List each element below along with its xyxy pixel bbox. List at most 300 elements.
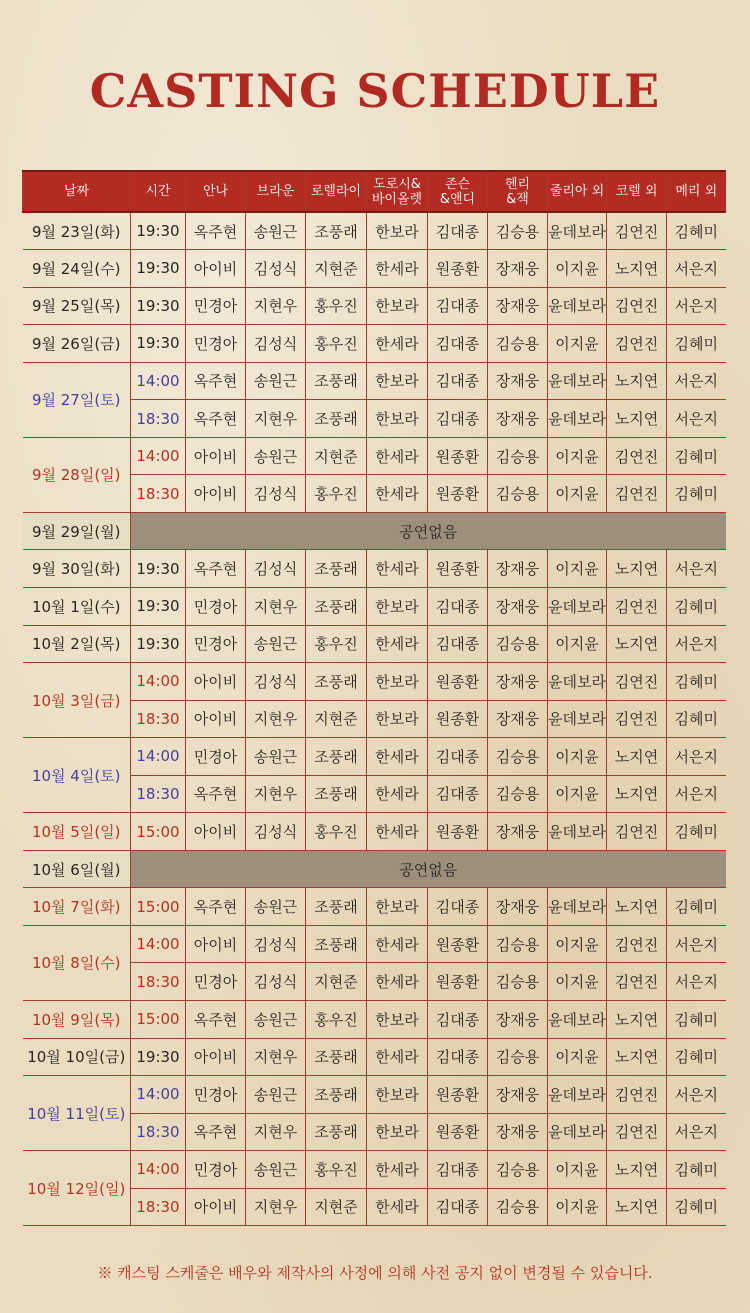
time-cell: 18:30 [131,775,186,813]
cast-cell: 김연진 [607,475,667,513]
schedule-row [23,250,726,288]
schedule-row [23,1076,726,1114]
date-cell: 9월 27일(토) [23,362,131,437]
time-cell: 19:30 [131,250,186,288]
cast-cell: 지현우 [246,1188,306,1226]
time-cell: 15:00 [131,1000,186,1038]
cast-cell: 지현준 [306,700,367,738]
cast-cell: 김대종 [428,587,488,625]
cast-cell: 조풍래 [306,738,367,776]
cast-cell: 지현우 [246,1113,306,1151]
cast-cell: 김성식 [246,550,306,588]
cast-cell: 한보라 [367,1076,428,1114]
column-header: 시간 [131,171,186,212]
cast-cell: 김혜미 [667,475,726,513]
cast-cell: 노지연 [607,1000,667,1038]
date-cell: 10월 10일(금) [23,1038,131,1076]
cast-cell: 김대종 [428,287,488,325]
time-cell: 19:30 [131,587,186,625]
cast-cell: 조풍래 [306,212,367,250]
cast-cell: 장재웅 [488,587,548,625]
date-cell: 10월 7일(화) [23,888,131,926]
cast-cell: 장재웅 [488,1076,548,1114]
time-cell: 19:30 [131,625,186,663]
cast-cell: 아이비 [186,1188,246,1226]
cast-cell: 김혜미 [667,212,726,250]
cast-cell: 장재웅 [488,550,548,588]
cast-cell: 이지윤 [548,775,607,813]
cast-cell: 장재웅 [488,250,548,288]
cast-cell: 이지윤 [548,475,607,513]
cast-cell: 노지연 [607,362,667,400]
cast-cell: 송원근 [246,437,306,475]
cast-cell: 옥주현 [186,1000,246,1038]
date-cell: 10월 11일(토) [23,1076,131,1151]
cast-cell: 이지윤 [548,250,607,288]
cast-cell: 송원근 [246,1151,306,1189]
cast-cell: 김혜미 [667,1151,726,1189]
time-cell: 15:00 [131,888,186,926]
column-header: 브라운 [246,171,306,212]
cast-cell: 김연진 [607,700,667,738]
cast-cell: 김연진 [607,587,667,625]
cast-cell: 한세라 [367,1151,428,1189]
cast-cell: 이지윤 [548,550,607,588]
cast-cell: 장재웅 [488,362,548,400]
cast-cell: 노지연 [607,625,667,663]
schedule-row [23,925,726,963]
casting-schedule-table [22,170,726,1226]
time-cell: 14:00 [131,1076,186,1114]
cast-cell: 김승용 [488,475,548,513]
cast-cell: 김승용 [488,925,548,963]
cast-cell: 장재웅 [488,1000,548,1038]
cast-cell: 김혜미 [667,1000,726,1038]
cast-cell: 서은지 [667,550,726,588]
cast-cell: 아이비 [186,250,246,288]
cast-cell: 원종환 [428,1076,488,1114]
cast-cell: 윤데보라 [548,362,607,400]
schedule-row [23,212,726,250]
time-cell: 19:30 [131,212,186,250]
cast-cell: 지현우 [246,400,306,438]
cast-cell: 한세라 [367,250,428,288]
time-cell: 14:00 [131,663,186,701]
cast-cell: 윤데보라 [548,813,607,851]
schedule-row [23,550,726,588]
cast-cell: 김대종 [428,325,488,363]
cast-cell: 민경아 [186,325,246,363]
schedule-row [23,625,726,663]
cast-cell: 조풍래 [306,775,367,813]
cast-cell: 옥주현 [186,362,246,400]
column-header: 존슨 &앤디 [428,171,488,212]
cast-cell: 원종환 [428,550,488,588]
cast-cell: 이지윤 [548,437,607,475]
time-cell: 14:00 [131,437,186,475]
cast-cell: 조풍래 [306,587,367,625]
cast-cell: 이지윤 [548,1151,607,1189]
cast-cell: 한세라 [367,1188,428,1226]
cast-cell: 김승용 [488,1151,548,1189]
date-cell: 10월 2일(목) [23,625,131,663]
cast-cell: 홍우진 [306,287,367,325]
cast-cell: 윤데보라 [548,212,607,250]
time-cell: 14:00 [131,738,186,776]
date-cell: 10월 9일(목) [23,1000,131,1038]
cast-cell: 윤데보라 [548,1076,607,1114]
cast-cell: 아이비 [186,1038,246,1076]
cast-cell: 이지윤 [548,963,607,1001]
column-header: 안나 [186,171,246,212]
cast-cell: 김혜미 [667,888,726,926]
cast-cell: 지현우 [246,700,306,738]
cast-cell: 지현우 [246,287,306,325]
cast-cell: 지현준 [306,1188,367,1226]
cast-cell: 윤데보라 [548,700,607,738]
cast-cell: 한보라 [367,1113,428,1151]
cast-cell: 이지윤 [548,925,607,963]
date-cell: 10월 1일(수) [23,587,131,625]
cast-cell: 서은지 [667,963,726,1001]
cast-cell: 노지연 [607,400,667,438]
cast-cell: 한세라 [367,475,428,513]
cast-cell: 홍우진 [306,475,367,513]
cast-cell: 조풍래 [306,888,367,926]
cast-cell: 송원근 [246,738,306,776]
cast-cell: 김성식 [246,475,306,513]
cast-cell: 옥주현 [186,550,246,588]
page-title: CASTING SCHEDULE [89,64,661,118]
cast-cell: 송원근 [246,888,306,926]
cast-cell: 조풍래 [306,1113,367,1151]
cast-cell: 노지연 [607,738,667,776]
time-cell: 19:30 [131,325,186,363]
cast-cell: 김연진 [607,437,667,475]
column-header: 도로시& 바이올렛 [367,171,428,212]
cast-cell: 지현준 [306,437,367,475]
time-cell: 18:30 [131,963,186,1001]
cast-cell: 송원근 [246,212,306,250]
cast-cell: 윤데보라 [548,1000,607,1038]
cast-cell: 김대종 [428,1188,488,1226]
cast-cell: 김연진 [607,1076,667,1114]
cast-cell: 옥주현 [186,212,246,250]
cast-cell: 김대종 [428,738,488,776]
cast-cell: 서은지 [667,400,726,438]
cast-cell: 김성식 [246,325,306,363]
cast-cell: 김혜미 [667,1038,726,1076]
date-cell: 10월 5일(일) [23,813,131,851]
date-cell: 9월 30일(화) [23,550,131,588]
cast-cell: 조풍래 [306,1076,367,1114]
cast-cell: 아이비 [186,700,246,738]
schedule-row [23,362,726,400]
cast-cell: 김혜미 [667,437,726,475]
cast-cell: 장재웅 [488,287,548,325]
cast-cell: 장재웅 [488,1113,548,1151]
cast-cell: 지현준 [306,963,367,1001]
cast-cell: 홍우진 [306,813,367,851]
cast-cell: 윤데보라 [548,1113,607,1151]
time-cell: 19:30 [131,1038,186,1076]
cast-cell: 서은지 [667,287,726,325]
cast-cell: 서은지 [667,1076,726,1114]
cast-cell: 김대종 [428,400,488,438]
date-cell: 10월 3일(금) [23,663,131,738]
cast-cell: 김승용 [488,775,548,813]
time-cell: 18:30 [131,700,186,738]
cast-cell: 장재웅 [488,663,548,701]
date-cell: 10월 8일(수) [23,925,131,1000]
cast-cell: 원종환 [428,437,488,475]
time-cell: 18:30 [131,1188,186,1226]
cast-cell: 노지연 [607,1038,667,1076]
cast-cell: 윤데보라 [548,287,607,325]
cast-cell: 김성식 [246,925,306,963]
cast-cell: 송원근 [246,625,306,663]
cast-cell: 김연진 [607,813,667,851]
cast-cell: 한세라 [367,963,428,1001]
schedule-row [23,1151,726,1189]
cast-cell: 김승용 [488,212,548,250]
cast-cell: 서은지 [667,738,726,776]
cast-cell: 김연진 [607,212,667,250]
cast-cell: 노지연 [607,775,667,813]
cast-cell: 한세라 [367,775,428,813]
cast-cell: 원종환 [428,700,488,738]
cast-cell: 조풍래 [306,663,367,701]
cast-cell: 한보라 [367,362,428,400]
cast-cell: 한세라 [367,437,428,475]
cast-cell: 김연진 [607,325,667,363]
time-cell: 19:30 [131,287,186,325]
cast-cell: 김승용 [488,738,548,776]
cast-cell: 원종환 [428,475,488,513]
cast-cell: 김승용 [488,325,548,363]
cast-cell: 아이비 [186,475,246,513]
cast-cell: 윤데보라 [548,400,607,438]
cast-cell: 민경아 [186,287,246,325]
cast-cell: 김성식 [246,963,306,1001]
cast-cell: 옥주현 [186,400,246,438]
date-cell: 9월 24일(수) [23,250,131,288]
schedule-row [23,587,726,625]
time-cell: 18:30 [131,475,186,513]
cast-cell: 원종환 [428,963,488,1001]
cast-cell: 민경아 [186,963,246,1001]
cast-cell: 서은지 [667,625,726,663]
time-cell: 14:00 [131,925,186,963]
cast-cell: 김대종 [428,362,488,400]
time-cell: 18:30 [131,1113,186,1151]
time-cell: 15:00 [131,813,186,851]
cast-cell: 아이비 [186,925,246,963]
cast-cell: 한세라 [367,325,428,363]
cast-cell: 지현준 [306,250,367,288]
cast-cell: 노지연 [607,250,667,288]
cast-cell: 한보라 [367,888,428,926]
schedule-row [23,1038,726,1076]
date-cell: 9월 29일(월) [23,512,131,550]
cast-cell: 한보라 [367,663,428,701]
cast-cell: 한세라 [367,1038,428,1076]
cast-cell: 김연진 [607,663,667,701]
cast-cell: 한세라 [367,813,428,851]
cast-cell: 김대종 [428,212,488,250]
cast-cell: 김성식 [246,663,306,701]
cast-cell: 김성식 [246,250,306,288]
no-show-cell: 공연없음 [131,850,726,888]
date-cell: 10월 12일(일) [23,1151,131,1226]
cast-cell: 김연진 [607,963,667,1001]
cast-cell: 한보라 [367,287,428,325]
cast-cell: 원종환 [428,663,488,701]
schedule-row [23,437,726,475]
cast-cell: 김연진 [607,287,667,325]
cast-cell: 윤데보라 [548,587,607,625]
cast-cell: 이지윤 [548,738,607,776]
schedule-row [23,888,726,926]
cast-cell: 송원근 [246,362,306,400]
cast-cell: 옥주현 [186,775,246,813]
cast-cell: 조풍래 [306,400,367,438]
cast-cell: 한세라 [367,738,428,776]
cast-cell: 김혜미 [667,700,726,738]
cast-cell: 김혜미 [667,587,726,625]
cast-cell: 노지연 [607,550,667,588]
cast-cell: 민경아 [186,625,246,663]
cast-cell: 아이비 [186,813,246,851]
cast-cell: 조풍래 [306,925,367,963]
time-cell: 14:00 [131,362,186,400]
cast-cell: 아이비 [186,437,246,475]
cast-cell: 노지연 [607,1188,667,1226]
cast-cell: 서은지 [667,925,726,963]
cast-cell: 홍우진 [306,325,367,363]
cast-cell: 한보라 [367,700,428,738]
cast-cell: 송원근 [246,1000,306,1038]
cast-cell: 민경아 [186,587,246,625]
cast-cell: 민경아 [186,738,246,776]
cast-cell: 한세라 [367,925,428,963]
cast-cell: 한보라 [367,400,428,438]
cast-cell: 김연진 [607,925,667,963]
cast-cell: 이지윤 [548,625,607,663]
cast-cell: 홍우진 [306,1151,367,1189]
cast-cell: 원종환 [428,1113,488,1151]
date-cell: 9월 25일(목) [23,287,131,325]
cast-cell: 장재웅 [488,400,548,438]
cast-cell: 한보라 [367,1000,428,1038]
cast-cell: 김대종 [428,625,488,663]
cast-cell: 조풍래 [306,550,367,588]
cast-cell: 옥주현 [186,888,246,926]
no-show-row [23,512,726,550]
cast-cell: 김승용 [488,1038,548,1076]
column-header: 헨리 &잭 [488,171,548,212]
column-header: 코렐 외 [607,171,667,212]
schedule-row [23,813,726,851]
column-header: 줄리아 외 [548,171,607,212]
cast-cell: 이지윤 [548,1038,607,1076]
cast-cell: 한보라 [367,587,428,625]
cast-cell: 장재웅 [488,813,548,851]
column-header: 로렐라이 [306,171,367,212]
no-show-row [23,850,726,888]
cast-cell: 윤데보라 [548,663,607,701]
cast-cell: 지현우 [246,775,306,813]
cast-cell: 서은지 [667,250,726,288]
cast-cell: 송원근 [246,1076,306,1114]
cast-cell: 이지윤 [548,325,607,363]
cast-cell: 옥주현 [186,1113,246,1151]
cast-cell: 원종환 [428,813,488,851]
cast-cell: 김성식 [246,813,306,851]
cast-cell: 지현우 [246,587,306,625]
cast-cell: 김승용 [488,625,548,663]
cast-cell: 민경아 [186,1151,246,1189]
time-cell: 19:30 [131,550,186,588]
cast-cell: 홍우진 [306,625,367,663]
cast-cell: 김대종 [428,775,488,813]
cast-cell: 김승용 [488,1188,548,1226]
schedule-row [23,325,726,363]
schedule-row [23,738,726,776]
cast-cell: 이지윤 [548,1188,607,1226]
cast-cell: 김혜미 [667,813,726,851]
cast-cell: 김혜미 [667,663,726,701]
table-header-row [23,171,726,212]
column-header: 날짜 [23,171,131,212]
cast-cell: 원종환 [428,250,488,288]
schedule-row [23,287,726,325]
cast-cell: 아이비 [186,663,246,701]
cast-cell: 장재웅 [488,700,548,738]
cast-cell: 김대종 [428,1000,488,1038]
date-cell: 10월 4일(토) [23,738,131,813]
time-cell: 18:30 [131,400,186,438]
date-cell: 9월 23일(화) [23,212,131,250]
cast-cell: 민경아 [186,1076,246,1114]
cast-cell: 김대종 [428,1038,488,1076]
cast-cell: 김대종 [428,888,488,926]
cast-cell: 김대종 [428,1151,488,1189]
cast-cell: 지현우 [246,1038,306,1076]
time-cell: 14:00 [131,1151,186,1189]
cast-cell: 노지연 [607,1151,667,1189]
cast-cell: 원종환 [428,925,488,963]
footnote: ※ 캐스팅 스케줄은 배우와 제작사의 사정에 의해 사전 공지 없이 변경될 수 있습니다. [97,1264,653,1282]
cast-cell: 홍우진 [306,1000,367,1038]
cast-cell: 조풍래 [306,362,367,400]
no-show-cell: 공연없음 [131,512,726,550]
cast-cell: 한보라 [367,212,428,250]
cast-cell: 한세라 [367,550,428,588]
cast-cell: 노지연 [607,888,667,926]
cast-cell: 서은지 [667,775,726,813]
schedule-row [23,663,726,701]
cast-cell: 서은지 [667,362,726,400]
date-cell: 10월 6일(월) [23,850,131,888]
cast-cell: 김승용 [488,963,548,1001]
cast-cell: 김혜미 [667,325,726,363]
cast-cell: 김연진 [607,1113,667,1151]
cast-cell: 서은지 [667,1113,726,1151]
cast-cell: 조풍래 [306,1038,367,1076]
date-cell: 9월 28일(일) [23,437,131,512]
cast-cell: 장재웅 [488,888,548,926]
